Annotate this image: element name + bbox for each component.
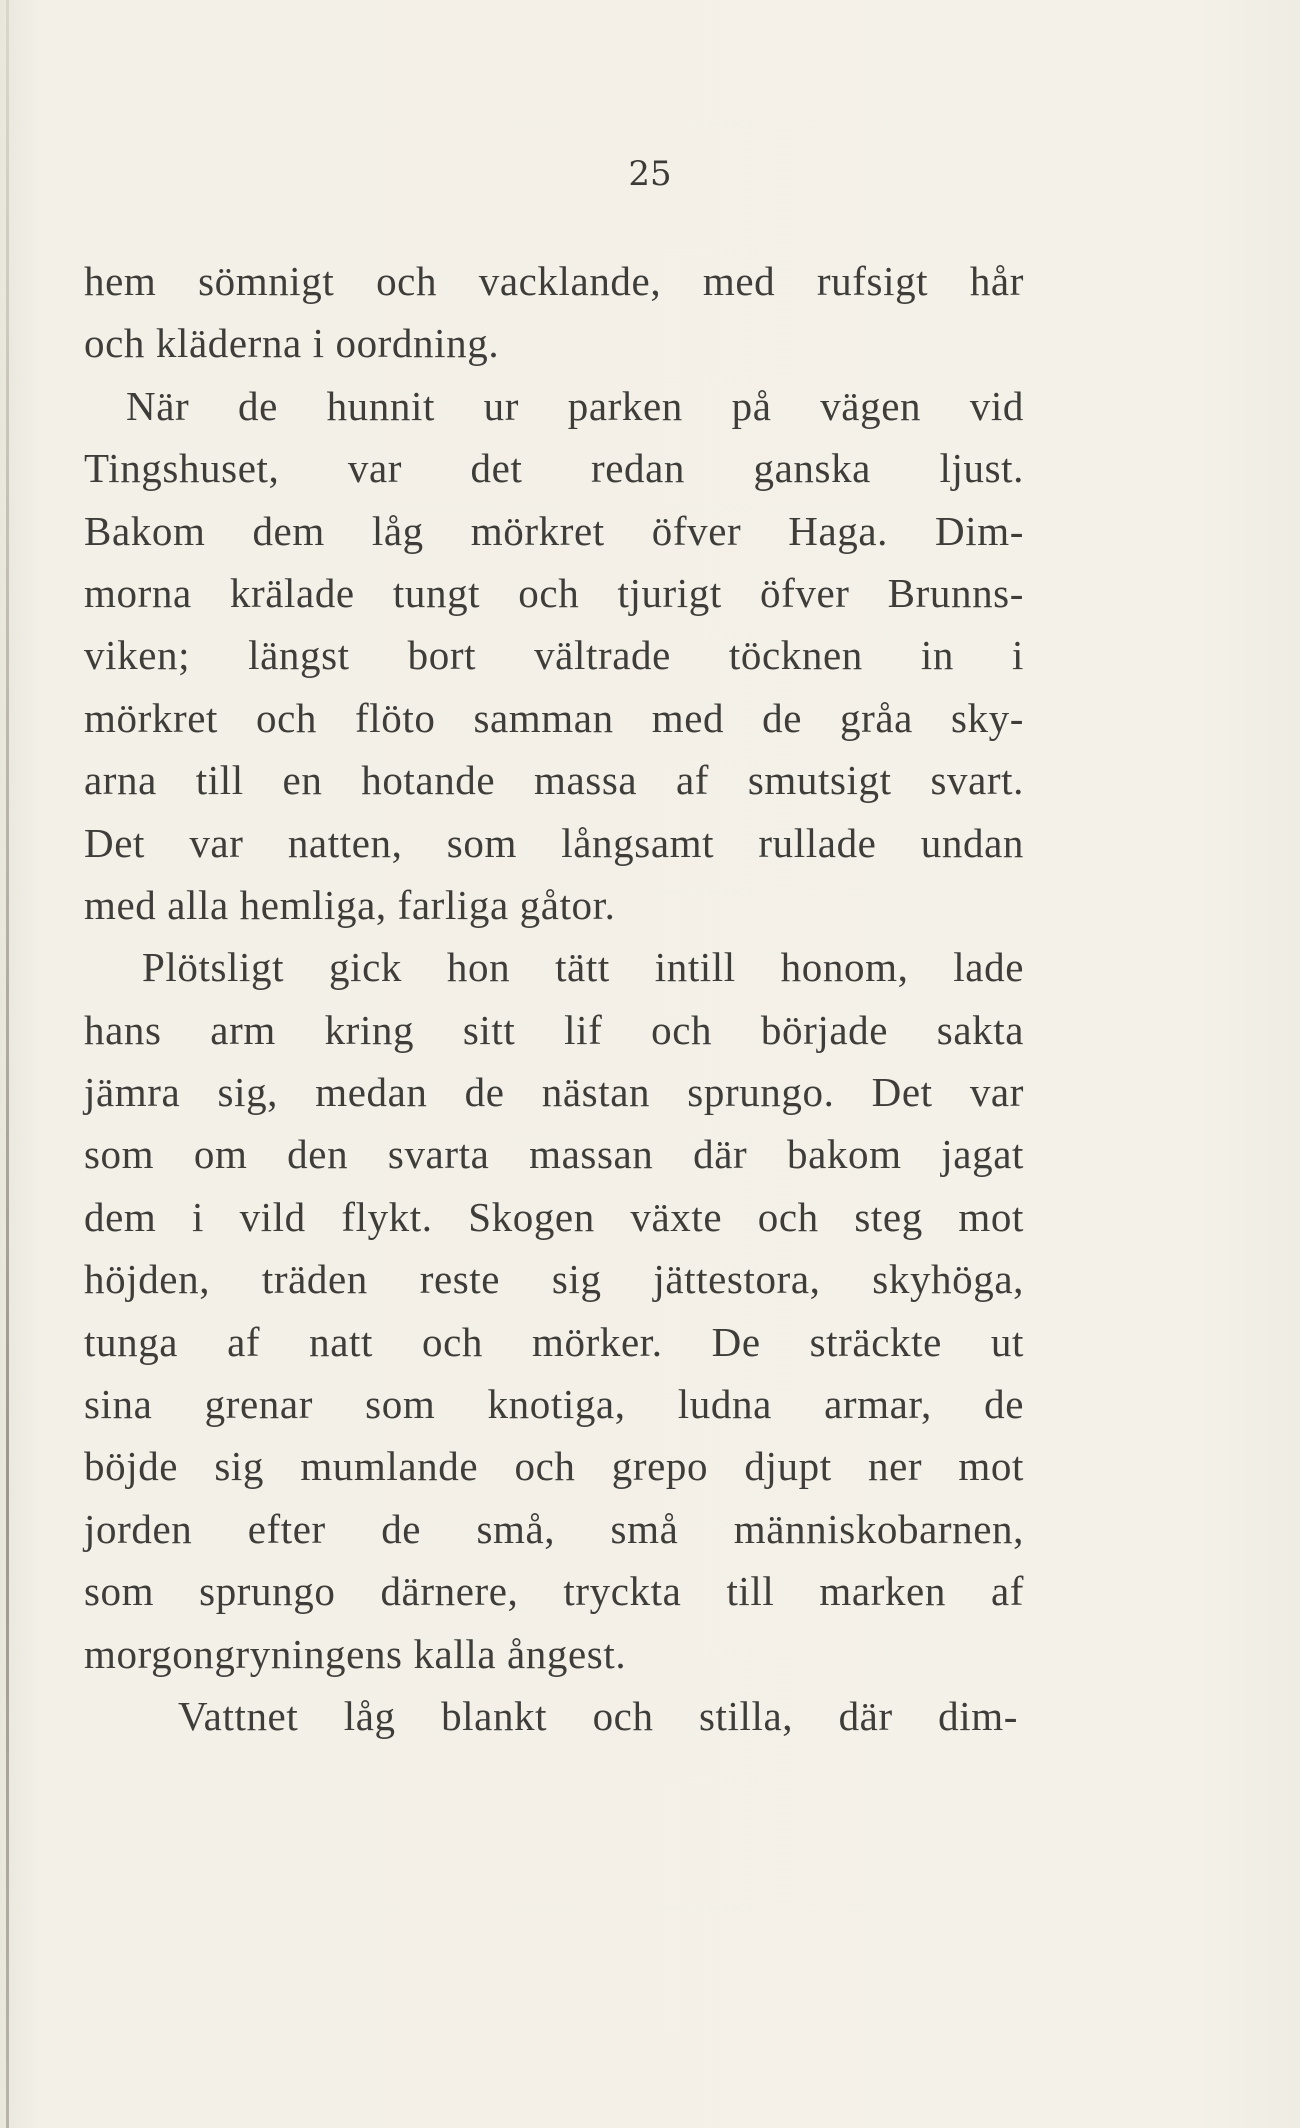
- text-line: Det var natten, som långsamt rullade undan: [84, 819, 1024, 866]
- body-text: [84, 250, 1024, 1747]
- text-line: Plötsligt gick hon tätt intill honom, lade: [142, 944, 1024, 991]
- text-line: morna krälade tungt och tjurigt öfver Brunns-: [84, 569, 1024, 616]
- text-line: morgongryningens kalla ångest.: [84, 1630, 627, 1677]
- text-line: arna till en hotande massa af smutsigt svart.: [84, 757, 1024, 804]
- text-line: hem sömnigt och vacklande, med rufsigt hår: [84, 258, 1024, 304]
- text-line: Tingshuset, var det redan ganska ljust.: [84, 445, 1024, 492]
- text-line: sina grenar som knotiga, ludna armar, de: [84, 1381, 1024, 1428]
- text-line: viken; längst bort vältrade töcknen in i: [84, 632, 1024, 679]
- text-line: Vattnet låg blankt och stilla, där dim-: [178, 1692, 1018, 1739]
- text-line: som om den svarta massan där bakom jagat: [84, 1131, 1024, 1178]
- text-line: jämra sig, medan de nästan sprungo. Det var: [84, 1069, 1024, 1116]
- text-line: hans arm kring sitt lif och började sakta: [84, 1006, 1024, 1053]
- text-line: jorden efter de små, små människobarnen,: [84, 1505, 1024, 1552]
- text-line: höjden, träden reste sig jättestora, skyhöga,: [84, 1256, 1024, 1303]
- page-edge-rule: [6, 0, 9, 2128]
- page-number: 25: [628, 154, 672, 194]
- text-line: som sprungo därnere, tryckta till marken af: [84, 1568, 1024, 1615]
- text-line: När de hunnit ur parken på vägen vid: [126, 382, 1024, 429]
- text-line: och kläderna i oordning.: [84, 320, 500, 367]
- text-line: dem i vild flykt. Skogen växte och steg mot: [84, 1193, 1024, 1240]
- text-line: tunga af natt och mörker. De sträckte ut: [84, 1318, 1024, 1365]
- text-line: böjde sig mumlande och grepo djupt ner mot: [84, 1443, 1024, 1490]
- text-line: med alla hemliga, farliga gåtor.: [84, 881, 616, 928]
- text-line: Bakom dem låg mörkret öfver Haga. Dim-: [84, 507, 1024, 554]
- text-line: mörkret och flöto samman med de gråa sky-: [84, 694, 1024, 741]
